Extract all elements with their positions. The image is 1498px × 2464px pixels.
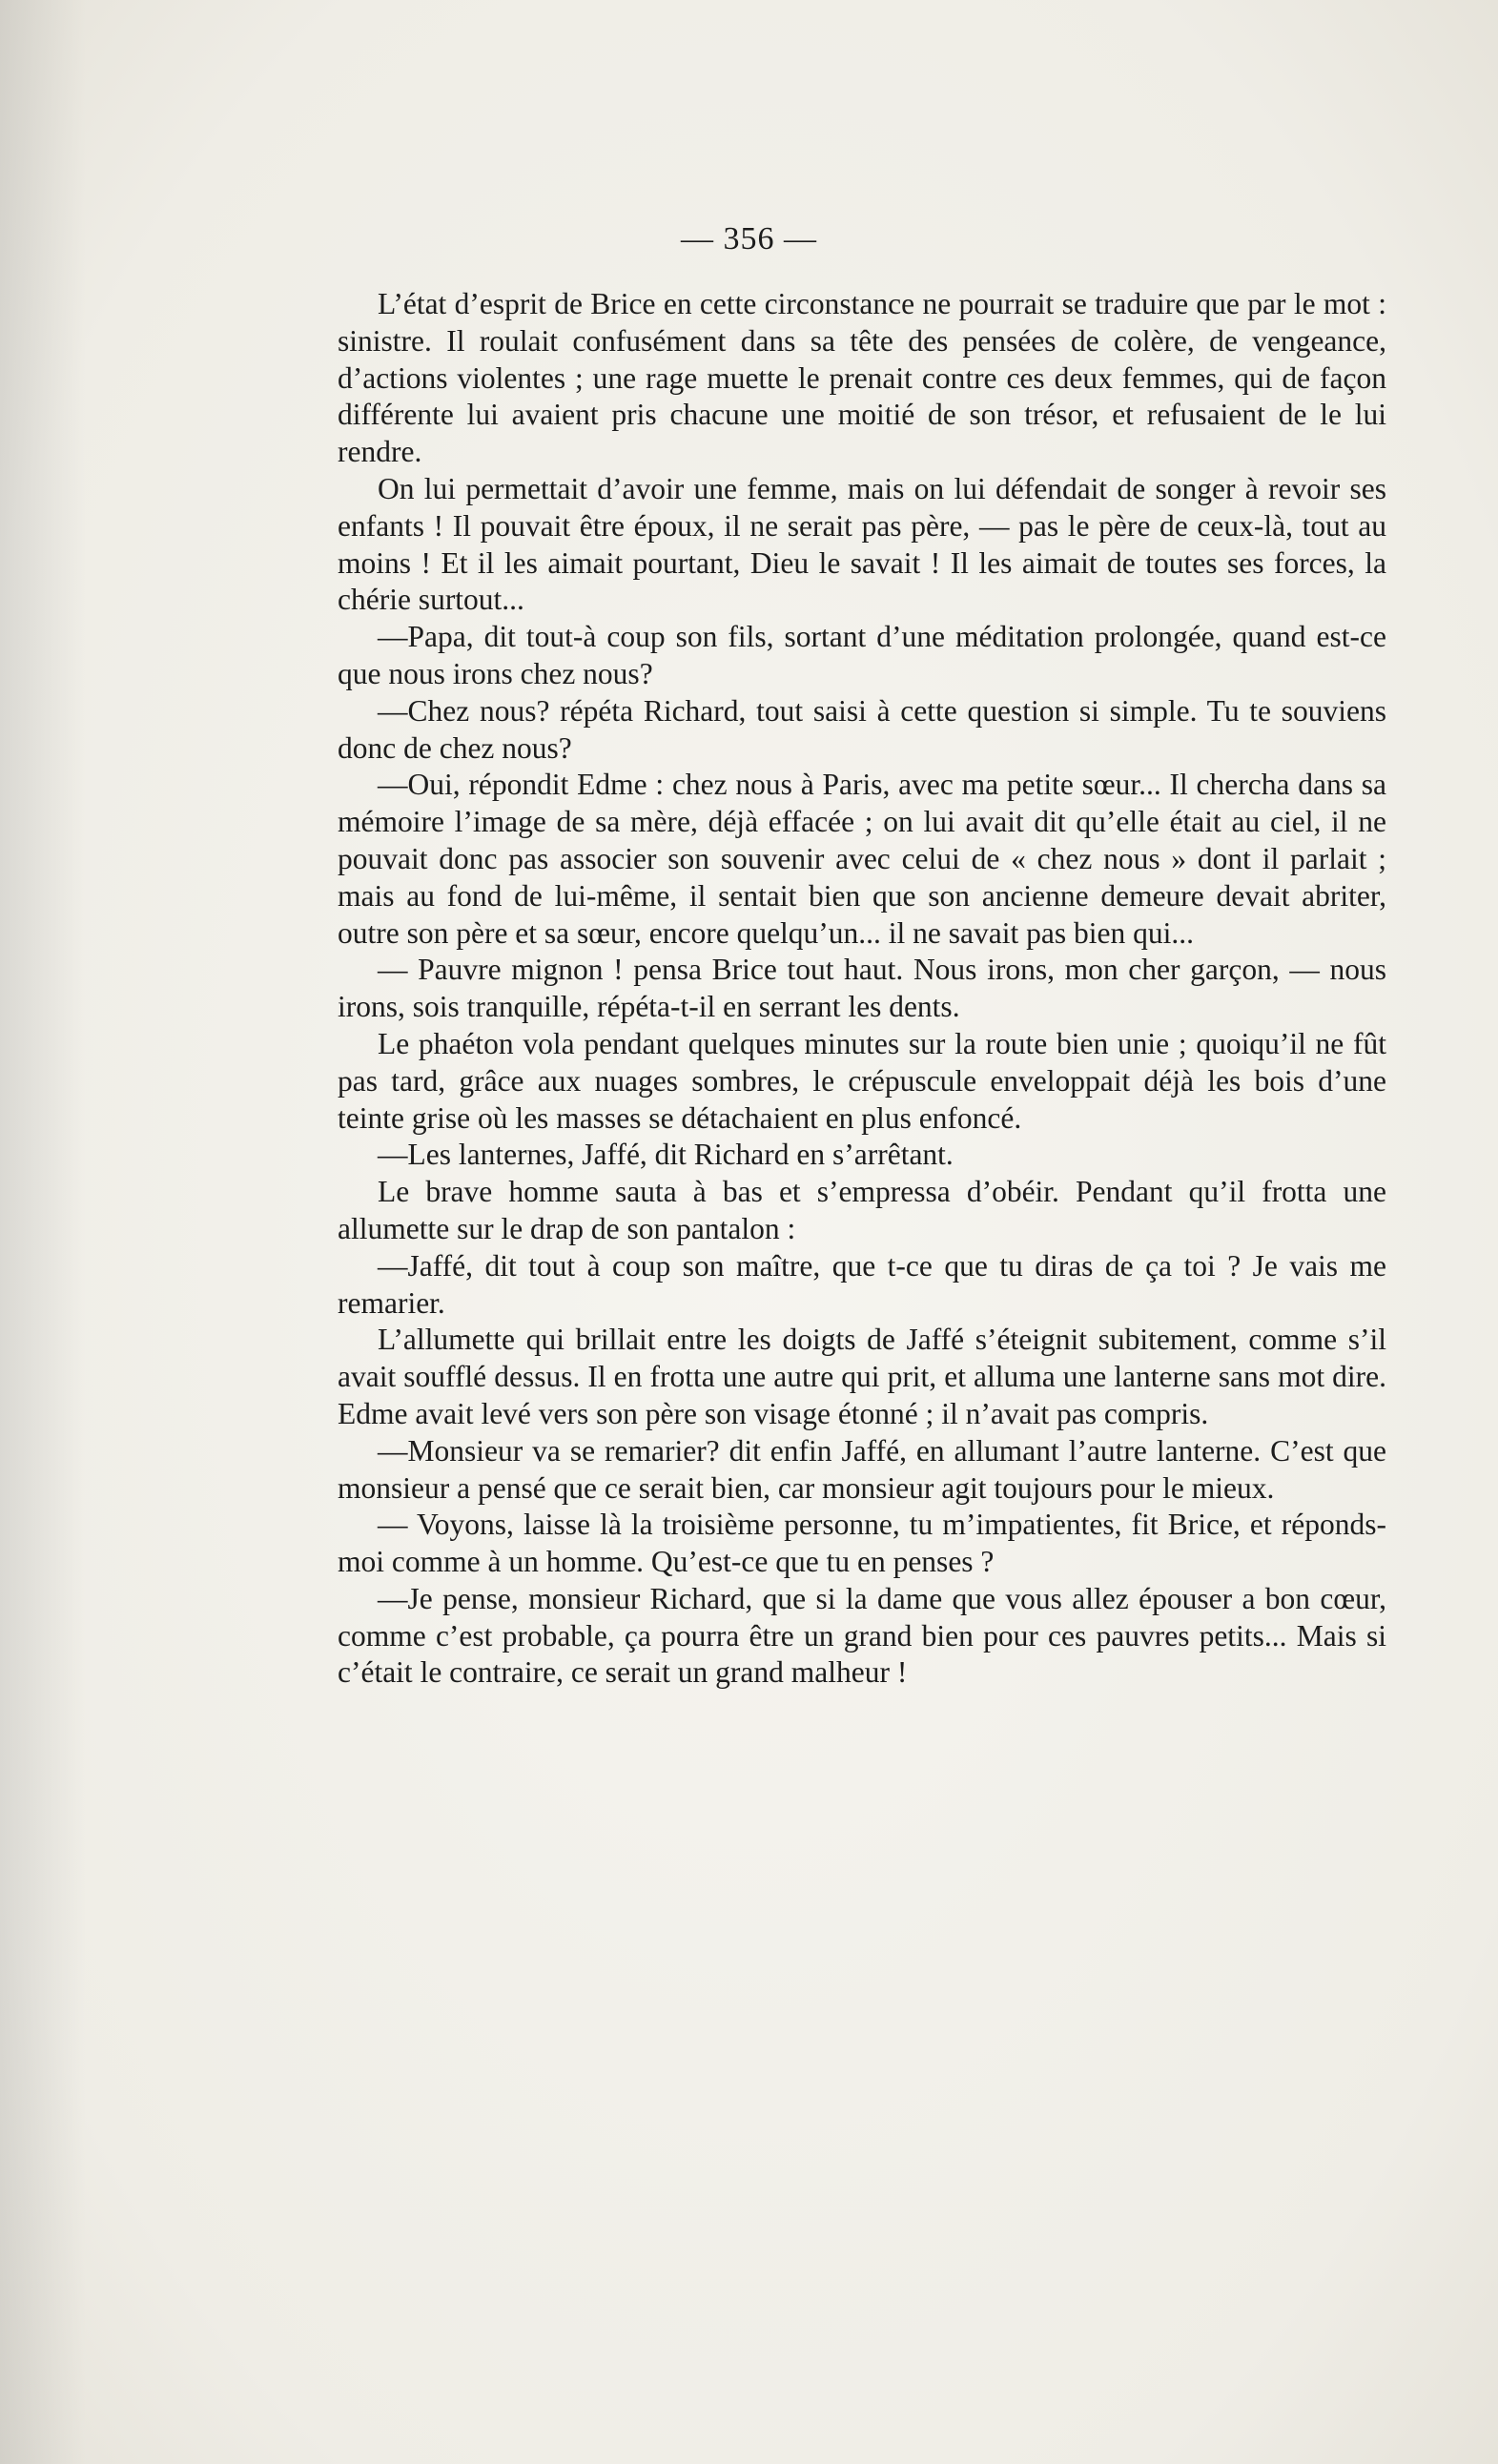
paragraph: —Jaffé, dit tout à coup son maître, que t-ce que tu diras de ça toi ? Je vais me remarier. — [338, 1248, 1386, 1320]
paragraph: On lui permettait d’avoir une femme, mais on lui défendait de songer à revoir ses enfants ! Il pouvait être époux, il ne serait pas père, — pas le père de ceux-là, tout au moins ! Et il les aimait pourtant, Dieu le savait ! Il les aimait de toutes ses forces, la chérie surtout... — [338, 471, 1386, 617]
page-edge-shadow — [0, 0, 86, 2464]
page-number: — 356 — — [681, 221, 817, 257]
paragraph: —Oui, répondit Edme : chez nous à Paris, avec ma petite sœur... Il chercha dans sa mémoire l’image de sa mère, déjà effacée ; on lui avait dit qu’elle était au ciel, il ne pouvait donc pas associer son souvenir avec celui de « chez nous » dont il parlait ; mais au fond de lui-même, il sentait bien que son ancienne demeure devait abriter, outre son père et sa sœur, encore quelqu’un... il ne savait pas bien qui... — [338, 768, 1386, 950]
paragraph: L’état d’esprit de Brice en cette circonstance ne pourrait se traduire que par le mot : sinistre. Il roulait confusément dans sa tête des pensées de colère, de vengeance, d’actions violentes ; une rage muette le prenait contre ces deux femmes, qui de façon différente lui avaient pris chacune une moitié de son trésor, et refusaient de le lui rendre. — [338, 287, 1386, 469]
paragraph: — Pauvre mignon ! pensa Brice tout haut. Nous irons, mon cher garçon, — nous irons, sois tranquille, répéta-t-il en serrant les dents. — [338, 953, 1386, 1024]
paragraph: Le brave homme sauta à bas et s’empressa d’obéir. Pendant qu’il frotta une allumette sur le drap de son pantalon : — [338, 1175, 1386, 1245]
paragraph: —Chez nous? répéta Richard, tout saisi à cette question si simple. Tu te souviens donc de chez nous? — [338, 693, 1386, 765]
paragraph: —Monsieur va se remarier? dit enfin Jaffé, en allumant l’autre lanterne. C’est que monsieur a pensé que ce serait bien, car monsieur agit toujours pour le mieux. — [338, 1433, 1386, 1505]
paragraph: —Je pense, monsieur Richard, que si la dame que vous allez épouser a bon cœur, comme c’est probable, ça pourra être un grand bien pour ces pauvres petits... Mais si c’était le contraire, ce serait un grand malheur ! — [338, 1581, 1386, 1690]
paragraph: L’allumette qui brillait entre les doigts de Jaffé s’éteignit subitement, comme s’il avait soufflé dessus. Il en frotta une autre qui prit, et alluma une lanterne sans mot dire. Edme avait levé vers son père son visage étonné ; il n’avait pas compris. — [338, 1323, 1386, 1430]
body-text — [338, 286, 1386, 1692]
paragraph: —Les lanternes, Jaffé, dit Richard en s’arrêtant. — [378, 1138, 954, 1172]
paragraph: Le phaéton vola pendant quelques minutes sur la route bien unie ; quoiqu’il ne fût pas tard, grâce aux nuages sombres, le crépuscule enveloppait déjà les bois d’une teinte grise où les masses se détachaient en plus enfoncé. — [338, 1026, 1386, 1135]
paragraph: —Papa, dit tout-à coup son fils, sortant d’une méditation prolongée, quand est-ce que nous irons chez nous? — [338, 620, 1386, 690]
paragraph: — Voyons, laisse là la troisième personne, tu m’impatientes, fit Brice, et réponds-moi comme à un homme. Qu’est-ce que tu en penses ? — [338, 1508, 1386, 1579]
